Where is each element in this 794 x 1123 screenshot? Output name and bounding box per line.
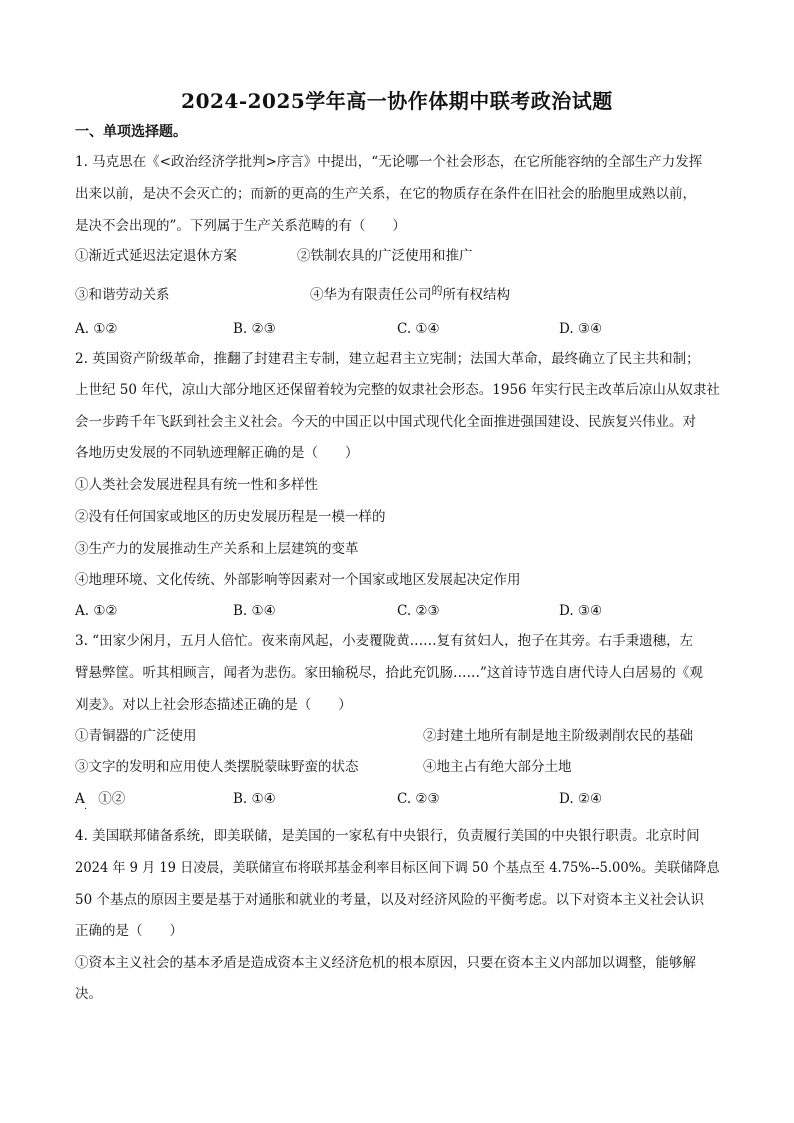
q3-stem-line-3: 刈麦》。对以上社会形态描述正确的是（ ） xyxy=(75,697,352,713)
q1-stem-line-3: 是决不会出现的”。下列属于生产关系范畴的有（ ） xyxy=(75,218,406,234)
q1-stem-line-2: 出来以前，是决不会灭亡的；而新的更高的生产关系，在它的物质存在条件在旧社会的胎胞里成熟以前， xyxy=(75,186,696,202)
q1-statement-2: ②铁制农具的广泛使用和推广 xyxy=(297,248,473,264)
section-heading: 一、单项选择题。 xyxy=(75,124,187,140)
q3-stem-line-2: 臂悬弊筐。听其相顾言，闻者为悲伤。家田输税尽，拾此充饥肠……”这首诗节选自唐代诗人白居易的《观 xyxy=(75,665,703,681)
q1-statement-4-part-1: ④华为有限责任公司 xyxy=(310,287,432,303)
q4-stem-line-1: 4. 美国联邦储备系统，即美联储，是美国的一家私有中央银行，负责履行美国的中央银行职责。北京时间 xyxy=(75,828,700,844)
q3-option-b: B. ①④ xyxy=(233,791,276,807)
q2-stem-line-2: 上世纪 50 年代，凉山大部分地区还保留着较为完整的奴隶社会形态。1956 年实行民主改革后凉山从奴隶社 xyxy=(75,382,720,398)
q2-stem-line-3: 会一步跨千年飞跃到社会主义社会。今天的中国正以中国式现代化全面推进强国建设、民族复兴伟业。对 xyxy=(75,414,696,430)
page-title: 2024-2025学年高一协作体期中联考政治试题 xyxy=(181,89,613,113)
q2-statement-1: ①人类社会发展进程具有统一性和多样性 xyxy=(75,477,318,493)
q1-statement-3: ③和谐劳动关系 xyxy=(75,287,170,303)
q1-statement-1: ①渐近式延迟法定退休方案 xyxy=(75,248,237,264)
q3-statement-3: ③文字的发明和应用使人类摆脱蒙昧野蛮的状态 xyxy=(75,759,359,775)
q1-option-a: A. ①② xyxy=(75,321,118,337)
q2-option-a: A. ①② xyxy=(75,603,118,619)
q1-statement-4-part-2: 的 xyxy=(431,284,443,297)
q1-option-c: C. ①④ xyxy=(397,321,440,337)
q4-statement-1-line-1: ①资本主义社会的基本矛盾是造成资本主义经济危机的根本原因，只要在资本主义内部加以调整，能够解 xyxy=(75,955,696,971)
q2-option-d: D. ③④ xyxy=(559,603,603,619)
q2-statement-2: ②没有任何国家或地区的历史发展历程是一模一样的 xyxy=(75,509,386,525)
q3-option-d: D. ②④ xyxy=(559,791,603,807)
q3-option-c: C. ②③ xyxy=(397,791,440,807)
q4-statement-1-line-2: 决。 xyxy=(75,986,102,1002)
q3-option-a-dot: · xyxy=(84,804,88,815)
q3-statement-4: ④地主占有绝大部分土地 xyxy=(423,759,572,775)
q2-statement-4: ④地理环境、文化传统、外部影响等因素对一个国家或地区发展起决定作用 xyxy=(75,572,521,588)
q2-stem-line-1: 2. 英国资产阶级革命，推翻了封建君主专制，建立起君主立宪制；法国大革命，最终确立了民主共和制； xyxy=(75,351,700,367)
q2-statement-3: ③生产力的发展推动生产关系和上层建筑的变革 xyxy=(75,541,359,557)
q1-statement-4-part-3: 所有权结构 xyxy=(442,287,510,303)
q3-statement-1: ①青铜器的广泛使用 xyxy=(75,728,197,744)
q4-stem-line-3: 50 个基点的原因主要是基于对通胀和就业的考量，以及对经济风险的平衡考虑。以下对资本主义社会认识 xyxy=(75,892,704,908)
q4-stem-line-4: 正确的是（ ） xyxy=(75,923,183,939)
q3-option-a: A ①② xyxy=(75,791,126,807)
q1-stem-line-1: 1. 马克思在《<政治经济学批判>序言》中提出，“无论哪一个社会形态，在它所能容纳的全部生产力发挥 xyxy=(75,154,703,170)
q2-stem-line-4: 各地历史发展的不同轨迹理解正确的是（ ） xyxy=(75,445,359,461)
q1-statement-4 xyxy=(310,286,510,305)
q4-stem-line-2: 2024 年 9 月 19 日凌晨，美联储宣布将联邦基金利率目标区间下调 50 个基点至 4.75%--5.00%。美联储降息 xyxy=(75,860,720,876)
q3-statement-2: ②封建土地所有制是地主阶级剥削农民的基础 xyxy=(423,728,693,744)
q2-option-c: C. ②③ xyxy=(397,603,440,619)
q1-option-d: D. ③④ xyxy=(559,321,603,337)
q2-option-b: B. ①④ xyxy=(233,603,276,619)
q3-stem-line-1: 3. “田家少闲月，五月人倍忙。夜来南风起，小麦覆陇黄……复有贫妇人，抱子在其旁。右手秉遗穗，左 xyxy=(75,633,694,649)
q1-option-b: B. ②③ xyxy=(233,321,276,337)
